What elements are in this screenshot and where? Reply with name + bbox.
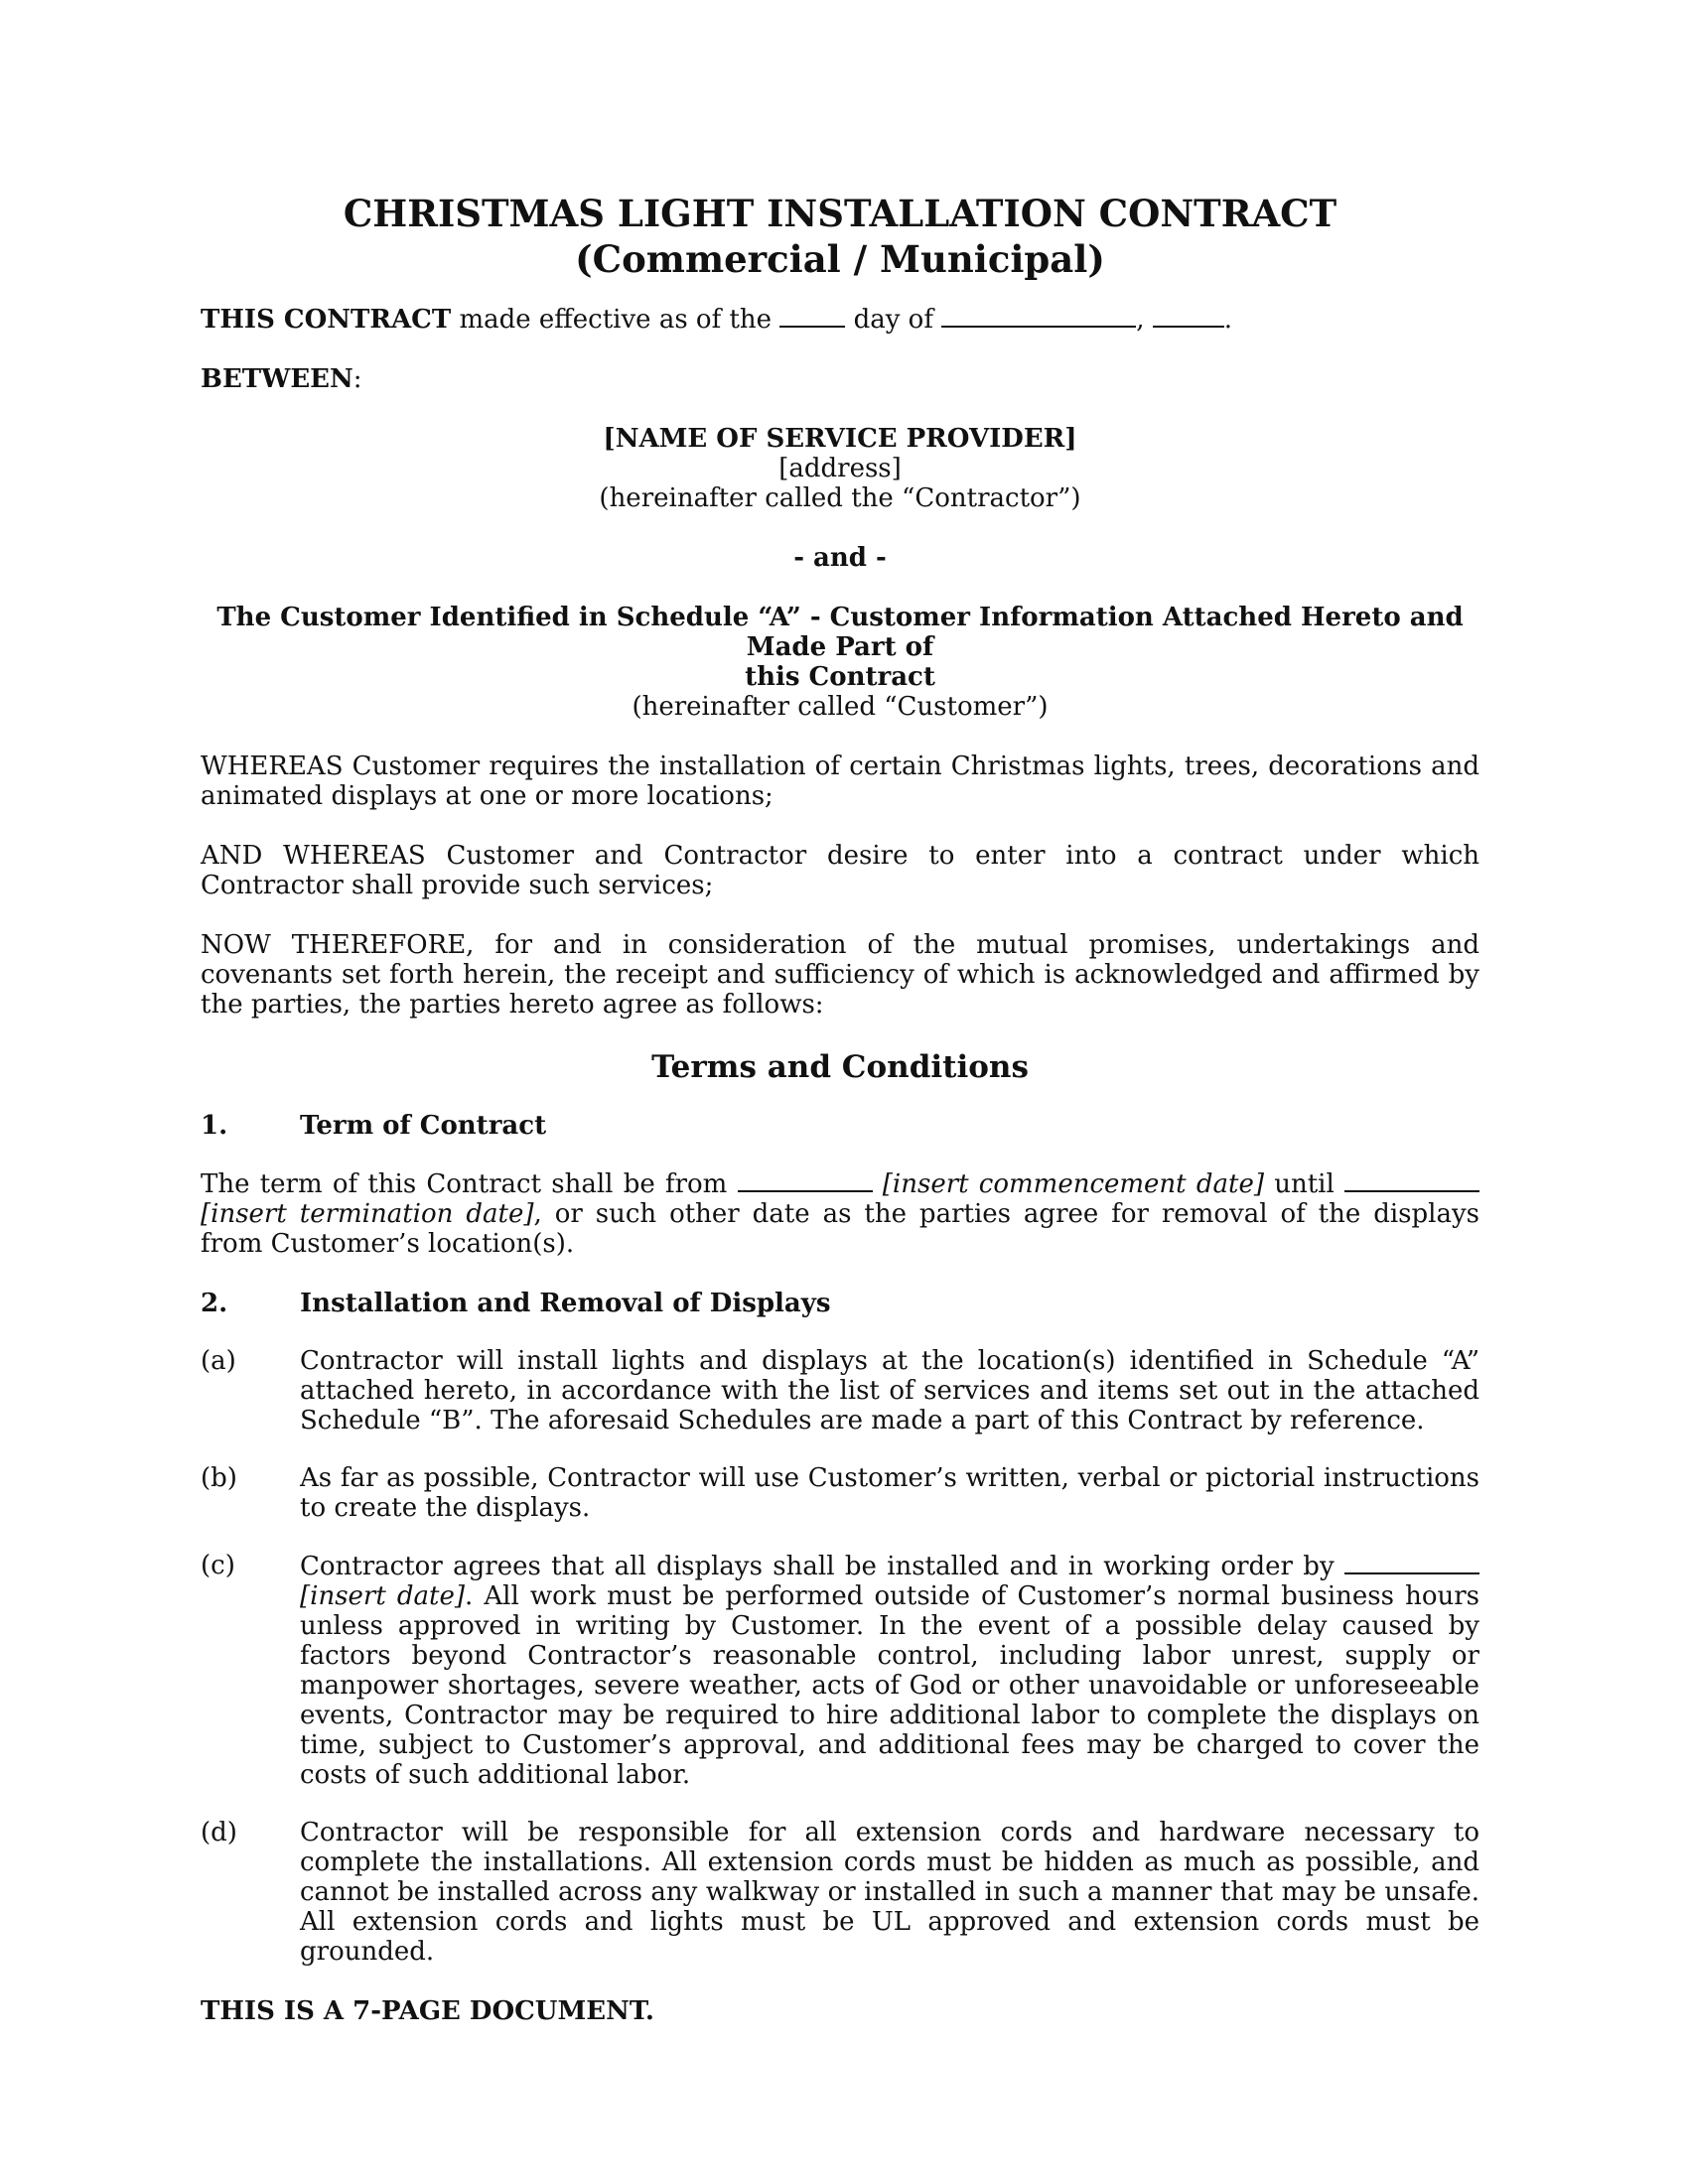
section-1-heading	[201, 1111, 1479, 1141]
clause-d	[201, 1818, 1479, 1967]
recital-now-therefore: NOW THEREFORE, for and in consideration of the mutual promises, undertakings and covenants set forth herein, the receipt and sufficiency of which is acknowledged and affirmed by the parties, the parties hereto agree as follows:	[201, 930, 1479, 1020]
section-title: Installation and Removal of Displays	[300, 1289, 831, 1318]
between-label-text: BETWEEN	[201, 364, 353, 394]
document-title: CHRISTMAS LIGHT INSTALLATION CONTRACT	[343, 192, 1337, 235]
between-colon: :	[352, 364, 362, 394]
installation-date-blank[interactable]	[1344, 1551, 1479, 1574]
section-title: Term of Contract	[300, 1111, 547, 1141]
section-text: The term of this Contract shall be from	[201, 1169, 738, 1199]
clause-text-part: Contractor agrees that all displays shall be installed and in working order by	[300, 1552, 1344, 1581]
month-blank[interactable]	[941, 304, 1136, 328]
termination-date-blank[interactable]	[1344, 1168, 1479, 1192]
customer-line2: this Contract	[745, 662, 935, 692]
section-text: until	[1263, 1169, 1344, 1199]
clause-a	[201, 1346, 1479, 1435]
clause-text-part: . All work must be performed outside of Customer’s normal business hours unless approved in writing by Customer. In the event of a possible delay caused by factors beyond Contractor’s reasonable control, including labor unrest, supply or manpower shortages, severe weather, acts of God or other unavoidable or unforeseeable events, Contractor may be required to hire additional labor to complete the displays on time, subject to Customer’s approval, and additional fees may be charged to cover the costs of such additional labor.	[300, 1581, 1480, 1790]
clause-label: (a)	[201, 1346, 236, 1376]
between-label	[201, 364, 1479, 394]
effective-text: .	[1223, 305, 1233, 335]
document-subtitle: (Commercial / Municipal)	[575, 237, 1105, 281]
section-text	[873, 1169, 883, 1199]
and-separator: - and -	[793, 543, 887, 573]
clause-text	[300, 1551, 1479, 1790]
effective-date-line	[201, 304, 1479, 335]
page-count-note: THIS IS A 7-PAGE DOCUMENT.	[201, 1996, 654, 2026]
effective-text: day of	[845, 305, 942, 335]
effective-lead: THIS CONTRACT	[201, 305, 452, 335]
installation-date-placeholder: [insert date]	[300, 1581, 466, 1611]
section-1-text	[201, 1168, 1479, 1259]
recital-whereas: WHEREAS Customer requires the installation of certain Christmas lights, trees, decorations and animated displays at one or more locations;	[201, 751, 1479, 811]
section-2-heading	[201, 1289, 1479, 1318]
terms-title: Terms and Conditions	[651, 1049, 1029, 1085]
section-number: 2.	[201, 1289, 228, 1318]
termination-date-placeholder: [insert termination date]	[201, 1199, 534, 1229]
provider-name: [NAME OF SERVICE PROVIDER]	[603, 424, 1077, 454]
day-blank[interactable]	[779, 304, 845, 328]
provider-address: [address]	[778, 454, 902, 483]
clause-b	[201, 1463, 1479, 1523]
customer-called: (hereinafter called “Customer”)	[632, 692, 1049, 722]
clause-text: As far as possible, Contractor will use Customer’s written, verbal or pictorial instructions to create the displays.	[300, 1463, 1479, 1523]
clause-text: Contractor will install lights and displays at the location(s) identified in Schedule “A” attached hereto, in accordance with the list of services and items set out in the attached Schedule “B”. The aforesaid Schedules are made a part of this Contract by reference.	[300, 1346, 1479, 1435]
customer-line1: The Customer Identified in Schedule “A” - Customer Information Attached Hereto and Made Part of	[216, 603, 1464, 662]
commencement-date-placeholder: [insert commencement date]	[882, 1169, 1264, 1199]
clause-label: (d)	[201, 1818, 237, 1847]
section-number: 1.	[201, 1111, 228, 1141]
commencement-date-blank[interactable]	[738, 1168, 873, 1192]
clause-text: Contractor will be responsible for all extension cords and hardware necessary to complete the installations. All extension cords must be hidden as much as possible, and cannot be installed across any walkway or installed in such a manner that may be unsafe. All extension cords and lights must be UL approved and extension cords must be grounded.	[300, 1818, 1479, 1967]
year-blank[interactable]	[1153, 304, 1224, 328]
clause-label: (c)	[201, 1551, 235, 1580]
section-text: , or such other date as the parties agree for removal of the displays from Customer’s location(s).	[201, 1199, 1479, 1259]
effective-text: ,	[1136, 305, 1153, 335]
clause-label: (b)	[201, 1463, 237, 1493]
provider-called: (hereinafter called the “Contractor”)	[599, 483, 1081, 513]
recital-and-whereas: AND WHEREAS Customer and Contractor desire to enter into a contract under which Contractor shall provide such services;	[201, 841, 1479, 900]
effective-text: made effective as of the	[451, 305, 780, 335]
clause-c	[201, 1551, 1479, 1790]
